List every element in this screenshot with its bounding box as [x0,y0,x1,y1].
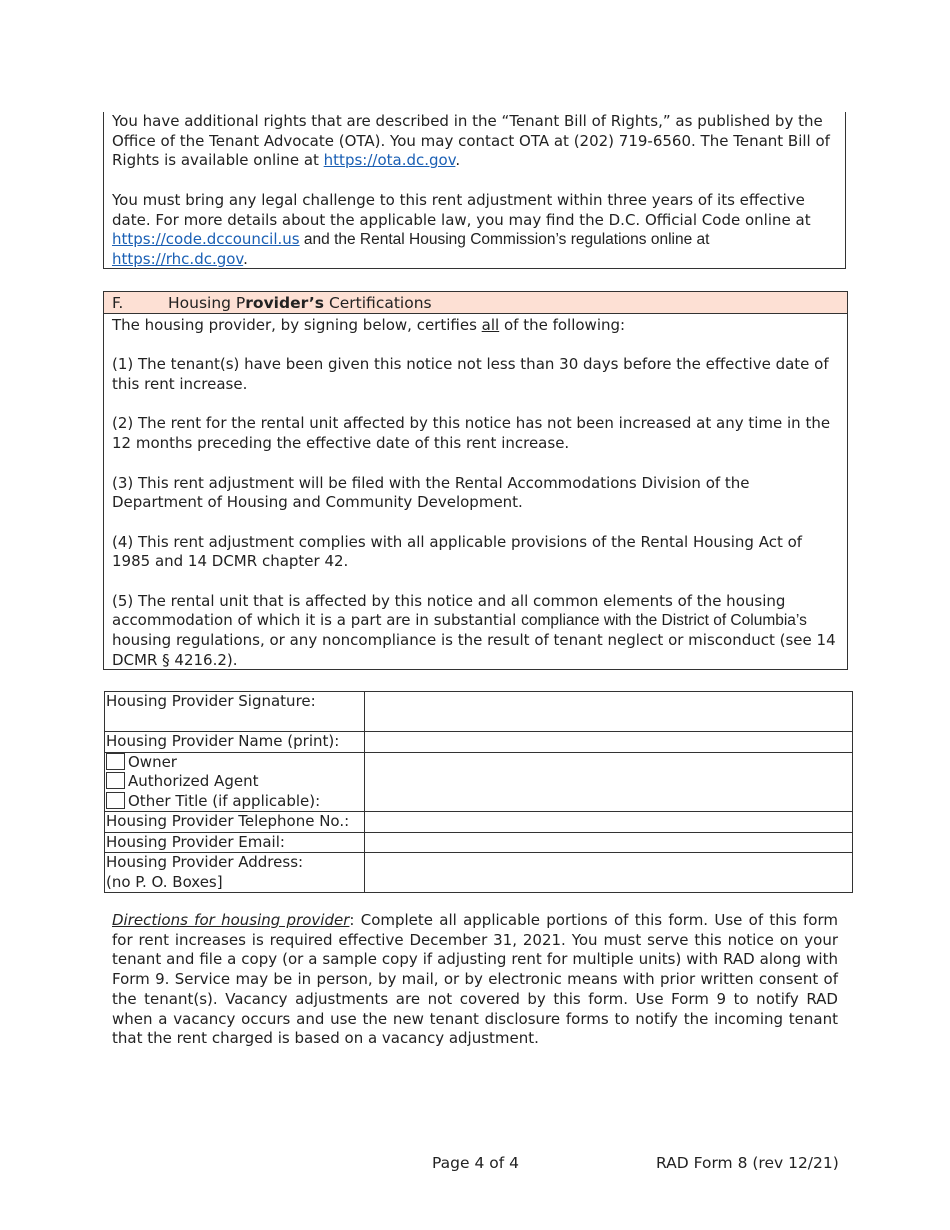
housing-provider-signature-table [104,691,853,893]
email-label: Housing Provider Email: [105,832,365,853]
address-label: Housing Provider Address: [106,853,304,871]
section-f-certifications [103,291,848,670]
signature-label: Housing Provider Signature: [105,692,365,732]
other-title-option: Other Title (if applicable): [106,792,363,812]
certification-item-2: (2) The rent for the rental unit affected by this notice has not been increased at any time in the 12 months preceding the effective date of this rent increase. [112,414,831,453]
page-number: Page 4 of 4 [432,1154,519,1172]
address-label-cell [105,853,365,893]
directions-paragraph: Directions for housing provider: Complete all applicable portions of this form. Use of this form for rent increases is required effective December 31, 2021. You must serve this notice on your tenant and file a copy (or a sample copy if adjusting rent for multiple units) with RAD along with Form 9. Service may be in person, by mail, or by electronic means with prior written consent of the tenant(s). Vacancy adjustments are not covered by this form. Use Form 9 to notify RAD when a vacancy occurs and use the new tenant disclosure forms to notify the incoming tenant that the rent charged is based on a vacancy adjustment. [112,911,838,1048]
name-label: Housing Provider Name (print): [105,732,365,753]
address-field[interactable] [365,853,853,893]
section-title: Housing Provider’s Certifications [168,294,432,312]
tenant-bill-of-rights-paragraph: You have additional rights that are described in the “Tenant Bill of Rights,” as published by the Office of the Tenant Advocate (OTA). You may contact OTA at (202) 719-6560. The Tenant Bill of Rights is available online at https://ota.dc.gov. [112,112,830,170]
certification-intro: The housing provider, by signing below, certifies all of the following: [112,316,626,334]
email-field[interactable] [365,832,853,853]
tenant-rights-box [103,112,846,269]
agent-option: Authorized Agent [106,772,363,792]
other-title-checkbox[interactable] [106,792,125,809]
authorized-agent-checkbox[interactable] [106,772,125,789]
title-options [105,752,365,812]
section-f-header [104,292,847,314]
telephone-field[interactable] [365,812,853,833]
telephone-label: Housing Provider Telephone No.: [105,812,365,833]
rhc-link[interactable]: https://rhc.dc.gov [112,249,244,268]
owner-option: Owner [106,753,363,773]
address-note: (no P. O. Boxes] [106,872,223,891]
form-revision: RAD Form 8 (rev 12/21) [656,1154,839,1172]
certification-item-5: (5) The rental unit that is affected by this notice and all common elements of the housing accommodation of which it is a part are in substantial compliance with the District of Columbia’s housing regulations, or any noncompliance is the result of tenant neglect or misconduct (see 14 DCMR § 4216.2). [112,591,836,669]
owner-checkbox[interactable] [106,753,125,770]
legal-challenge-paragraph: You must bring any legal challenge to this rent adjustment within three years of its effective date. For more details about the applicable law, you may find the D.C. Official Code online at https://code.dccouncil.us and the Rental Housing Commission’s regulations online at https://rhc.dc.gov. [112,190,811,268]
signature-field[interactable] [365,692,853,732]
directions-label: Directions for housing provider [112,911,350,929]
title-field[interactable] [365,752,853,812]
certification-item-3: (3) This rent adjustment will be filed with the Rental Accommodations Division of the Department of Housing and Community Development. [112,473,750,512]
certification-item-4: (4) This rent adjustment complies with all applicable provisions of the Rental Housing Act of 1985 and 14 DCMR chapter 42. [112,532,803,571]
certification-item-1: (1) The tenant(s) have been given this notice not less than 30 days before the effective date of this rent increase. [112,355,829,394]
section-f-body [104,314,847,671]
ota-link[interactable]: https://ota.dc.gov [323,151,456,170]
name-field[interactable] [365,732,853,753]
section-letter: F. [112,294,124,312]
dc-code-link[interactable]: https://code.dccouncil.us [112,230,300,249]
